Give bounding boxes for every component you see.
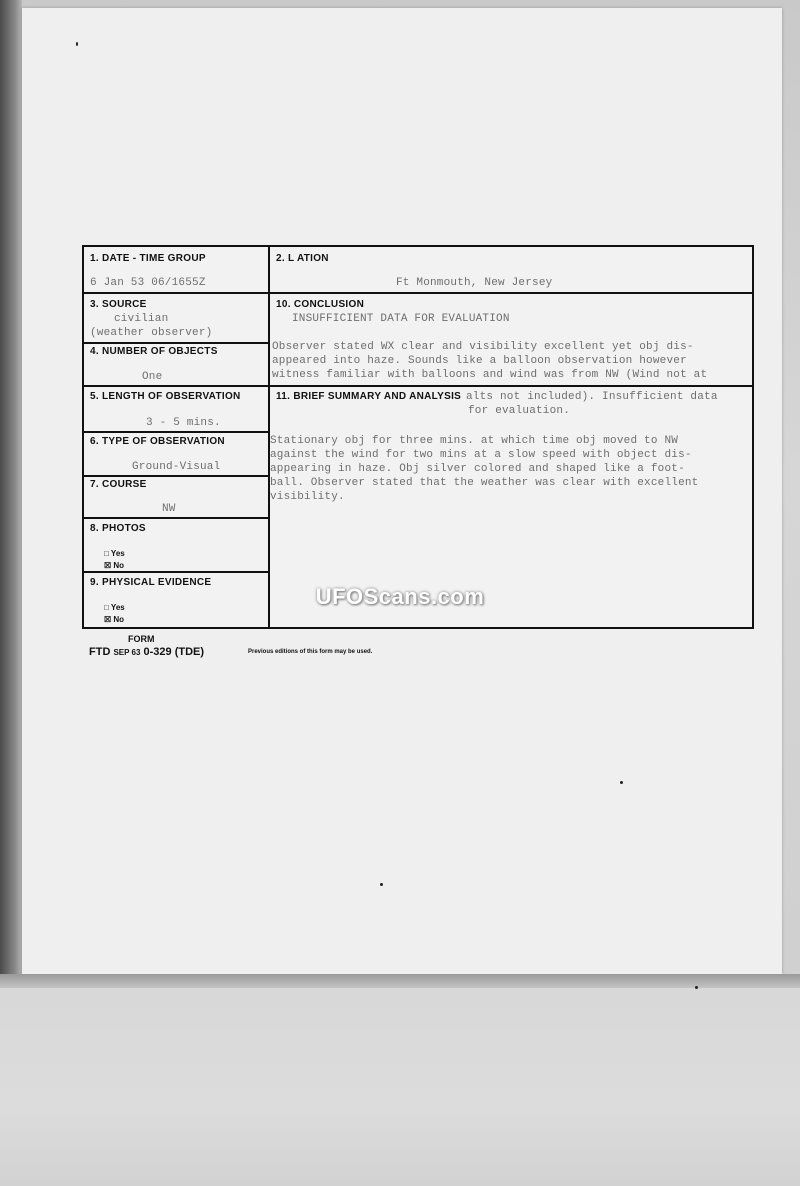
photos-yes-option xyxy=(104,549,125,558)
photos-no-option xyxy=(104,561,124,570)
scan-speck xyxy=(380,883,383,886)
source-label: 3. SOURCE xyxy=(90,299,147,310)
location-value: Ft Monmouth, New Jersey xyxy=(396,277,553,289)
scan-lower-area xyxy=(0,988,800,1186)
summary-line: visibility. xyxy=(270,491,345,503)
source-value: civilian xyxy=(114,313,169,325)
course-label: 7. COURSE xyxy=(90,479,147,490)
row-divider xyxy=(84,431,268,433)
number-of-objects-label: 4. NUMBER OF OBJECTS xyxy=(90,346,218,357)
source-value-detail: (weather observer) xyxy=(90,327,213,339)
physical-evidence-no-option xyxy=(104,615,124,624)
course-value: NW xyxy=(162,503,176,515)
scan-left-edge xyxy=(0,0,22,980)
report-form xyxy=(82,245,754,629)
row-divider xyxy=(84,475,268,477)
location-label: 2. L ATION xyxy=(276,253,329,264)
form-id xyxy=(89,646,204,658)
physical-evidence-label: 9. PHYSICAL EVIDENCE xyxy=(90,577,212,588)
conclusion-comment-line: witness familiar with balloons and wind was from NW (Wind not at xyxy=(272,369,708,381)
conclusion-label: 10. CONCLUSION xyxy=(276,299,365,310)
page-bottom-edge xyxy=(0,974,800,988)
type-of-observation-label: 6. TYPE OF OBSERVATION xyxy=(90,436,225,447)
conclusion-comment-line: alts not included). Insufficient data xyxy=(466,391,718,403)
number-of-objects-value: One xyxy=(142,371,163,383)
scan-speck xyxy=(695,986,698,989)
checkbox-icon: □ xyxy=(104,603,109,612)
date-time-group-value: 6 Jan 53 06/1655Z xyxy=(90,277,206,289)
physical-evidence-no-label: No xyxy=(113,615,125,624)
summary-label: 11. BRIEF SUMMARY AND ANALYSIS xyxy=(276,391,462,402)
row-divider xyxy=(84,571,268,573)
form-word: FORM xyxy=(128,634,155,644)
scan-speck xyxy=(76,42,78,46)
length-of-observation-value: 3 - 5 mins. xyxy=(146,417,221,429)
summary-line: ball. Observer stated that the weather was clear with excellent xyxy=(270,477,699,489)
date-time-group-label: 1. DATE - TIME GROUP xyxy=(90,253,206,264)
checked-box-icon: ☒ xyxy=(104,561,112,570)
summary-line: Stationary obj for three mins. at which time obj moved to NW xyxy=(270,435,679,447)
footer-note: Previous editions of this form may be used. xyxy=(248,649,373,655)
form-number: 0-329 (TDE) xyxy=(143,646,205,658)
conclusion-value: INSUFFICIENT DATA FOR EVALUATION xyxy=(292,313,510,325)
form-id-prefix: FTD xyxy=(89,646,111,658)
type-of-observation-value: Ground-Visual xyxy=(132,461,221,473)
physical-evidence-yes-label: Yes xyxy=(110,603,125,612)
watermark: UFOScans.com xyxy=(315,584,485,609)
photos-no-label: No xyxy=(113,561,125,570)
conclusion-comment-line: for evaluation. xyxy=(468,405,571,417)
row-divider xyxy=(84,517,268,519)
photos-yes-label: Yes xyxy=(110,549,125,558)
row-divider xyxy=(84,342,268,344)
conclusion-comment-line: Observer stated WX clear and visibility excellent yet obj dis- xyxy=(272,341,694,353)
checkbox-icon: □ xyxy=(104,549,109,558)
scan-speck xyxy=(620,781,623,784)
checked-box-icon: ☒ xyxy=(104,615,112,624)
form-date: SEP 63 xyxy=(113,648,141,657)
photos-label: 8. PHOTOS xyxy=(90,523,146,534)
summary-line: against the wind for two mins at a slow speed with object dis- xyxy=(270,449,692,461)
row-divider xyxy=(268,385,752,387)
row-divider xyxy=(84,292,268,294)
length-of-observation-label: 5. LENGTH OF OBSERVATION xyxy=(90,391,241,402)
summary-line: appearing in haze. Obj silver colored and shaped like a foot- xyxy=(270,463,685,475)
row-divider xyxy=(268,292,752,294)
conclusion-comment-line: appeared into haze. Sounds like a balloon observation however xyxy=(272,355,687,367)
row-divider xyxy=(84,385,268,387)
